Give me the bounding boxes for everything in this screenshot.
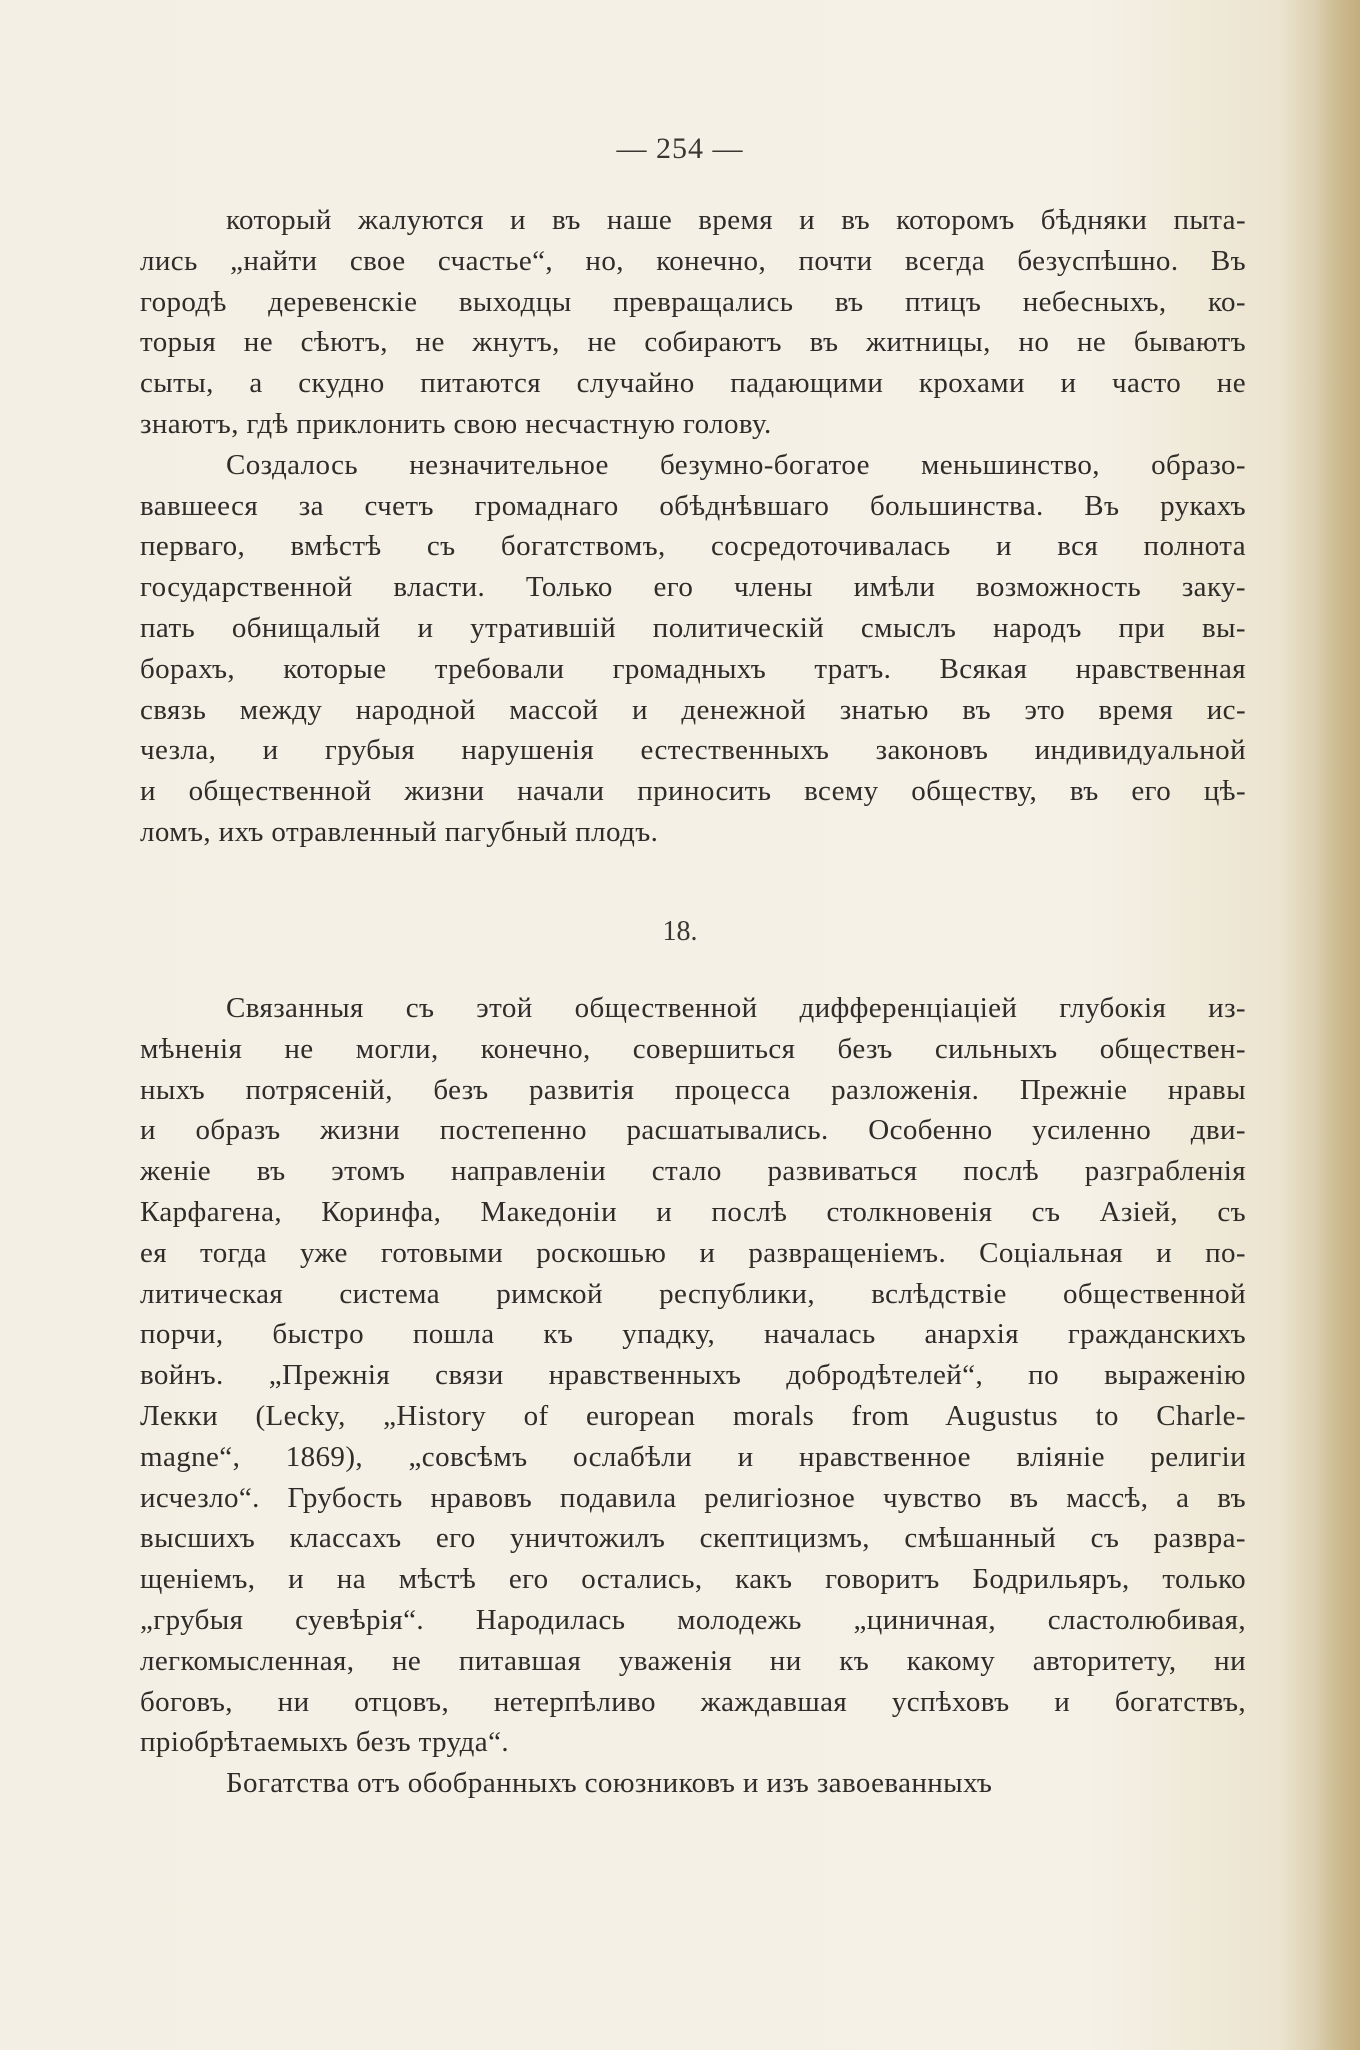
page-number: — 254 — xyxy=(616,132,744,165)
text-line: борахъ, которые требовали громадныхъ тратъ. Всякая нравственная xyxy=(140,652,1246,685)
text-line: войнъ. „Прежнія связи нравственныхъ добродѣтелей“, по выраженію xyxy=(140,1359,1246,1392)
text-line: Богатства отъ обобранныхъ союзниковъ и изъ завоеванныхъ xyxy=(226,1767,993,1800)
text-line: Лекки (Lecky, „History of european morals from Augustus to Charle- xyxy=(140,1399,1246,1432)
text-line: легкомысленная, не питавшая уваженія ни къ какому авторитету, ни xyxy=(140,1644,1246,1677)
text-line: magne“, 1869), „совсѣмъ ослабѣли и нравственное вліяніе религіи xyxy=(140,1440,1246,1473)
text-line: торыя не сѣютъ, не жнутъ, не собираютъ въ житницы, но не бываютъ xyxy=(140,326,1246,359)
text-line: государственной власти. Только его члены имѣли возможность заку- xyxy=(140,571,1246,604)
text-line: вавшееся за счетъ громаднаго обѣднѣвшаго большинства. Въ рукахъ xyxy=(140,489,1246,522)
text-line: Связанныя съ этой общественной дифференціацiей глубокія из- xyxy=(226,992,1246,1024)
text-line: ныхъ потрясеній, безъ развитія процесса разложенія. Прежніе нравы xyxy=(140,1073,1246,1106)
section-number: 18. xyxy=(662,916,698,947)
page-edge-shadow xyxy=(1314,0,1360,2050)
text-line: „грубыя суевѣрія“. Народилась молодежь „циничная, сластолюбивая, xyxy=(140,1603,1246,1636)
text-line: который жалуются и въ наше время и въ которомъ бѣдняки пыта- xyxy=(226,204,1246,236)
text-line: сыты, а скудно питаются случайно падающими крохами и часто не xyxy=(140,367,1246,400)
text-block-top xyxy=(140,200,1246,853)
text-line: знаютъ, гдѣ приклонить свою несчастную голову. xyxy=(140,407,772,440)
text-line: городѣ деревенскіе выходцы превращались въ птицъ небесныхъ, ко- xyxy=(140,285,1246,318)
text-line: связь между народной массой и денежной знатью въ это время ис- xyxy=(140,693,1246,726)
text-line: боговъ, ни отцовъ, нетерпѣливо жаждавшая успѣховъ и богатствъ, xyxy=(140,1685,1246,1718)
text-line: мѣненія не могли, конечно, совершиться безъ сильныхъ обществен- xyxy=(140,1032,1246,1065)
text-line: перваго, вмѣстѣ съ богатствомъ, сосредоточивалась и вся полнота xyxy=(140,530,1246,563)
text-line: и образъ жизни постепенно расшатывались. Особенно усиленно дви- xyxy=(140,1114,1246,1147)
text-line: исчезло“. Грубость нравовъ подавила религіозное чувство въ массѣ, а въ xyxy=(140,1481,1246,1514)
text-line: Карфагена, Коринфа, Македоніи и послѣ столкновенія съ Азіей, съ xyxy=(140,1195,1246,1228)
text-line: женіе въ этомъ направленіи стало развиваться послѣ разграбленія xyxy=(140,1155,1246,1188)
text-line: литическая система римской республики, вслѣдствіе общественной xyxy=(140,1277,1246,1310)
text-line: порчи, быстро пошла къ упадку, началась анархія гражданскихъ xyxy=(140,1318,1246,1351)
text-block-bottom xyxy=(140,988,1246,1804)
text-line: чезла, и грубыя нарушенія естественныхъ законовъ индивидуальной xyxy=(140,734,1246,767)
text-line: пать обнищалый и утратившій политическій смыслъ народъ при вы- xyxy=(140,611,1246,644)
text-line: щеніемъ, и на мѣстѣ его остались, какъ говоритъ Бодрильяръ, только xyxy=(140,1563,1246,1596)
text-line: пріобрѣтаемыхъ безъ труда“. xyxy=(140,1726,509,1759)
text-line: ломъ, ихъ отравленный пагубный плодъ. xyxy=(140,815,659,848)
text-line: и общественной жизни начали приносить всему обществу, въ его цѣ- xyxy=(140,775,1246,808)
text-line: Создалось незначительное безумно-богатое меньшинство, образо- xyxy=(226,448,1246,481)
text-line: высшихъ классахъ его уничтожилъ скептицизмъ, смѣшанный съ развра- xyxy=(140,1522,1246,1555)
text-line: ея тогда уже готовыми роскошью и развращеніемъ. Соціальная и по- xyxy=(140,1236,1246,1269)
text-line: лись „найти свое счастье“, но, конечно, почти всегда безуспѣшно. Въ xyxy=(140,244,1246,277)
